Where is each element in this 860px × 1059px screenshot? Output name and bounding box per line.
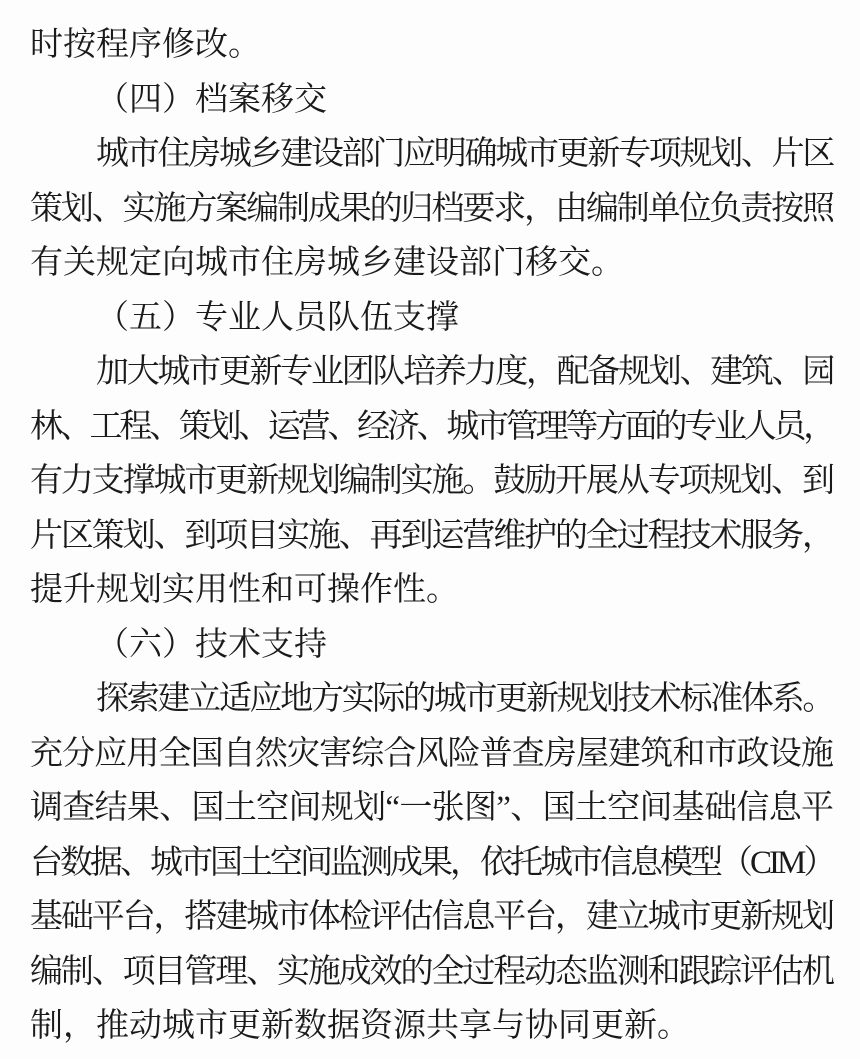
text-line: 基础平台，搭建城市体检评估信息平台，建立城市更新规划	[30, 899, 833, 935]
text-line: 提升规划实用性和可操作性。	[30, 572, 459, 608]
text-line: 有关规定向城市住房城乡建设部门移交。	[30, 245, 624, 281]
body-paragraph	[30, 127, 833, 291]
text-line: 城市住房城乡建设部门应明确城市更新专项规划、片区	[96, 136, 834, 172]
body-paragraph	[30, 18, 833, 73]
text-line: 片区策划、到项目实施、再到运营维护的全过程技术服务，	[30, 517, 833, 554]
text-line: 调查结果、国土空间规划“一张图”、国土空间基础信息平	[30, 790, 834, 826]
text-line: 探索建立适应地方实际的城市更新规划技术标准体系。	[96, 681, 834, 717]
section-heading	[30, 73, 833, 128]
section-heading	[30, 291, 833, 346]
text-line: 有力支撑城市更新规划编制实施。鼓励开展从专项规划、到	[30, 463, 833, 499]
body-paragraph	[30, 345, 833, 618]
text-line: 台数据、城市国土空间监测成果，依托城市信息模型（CIM）	[30, 844, 834, 881]
document-text-block	[30, 18, 833, 1054]
body-paragraph	[30, 672, 833, 1054]
text-line: 充分应用全国自然灾害综合风险普查房屋建筑和市政设施	[30, 735, 834, 772]
text-line: 林、工程、策划、运营、经济、城市管理等方面的专业人员，	[30, 408, 833, 445]
text-line: 制，推动城市更新数据资源共享与协同更新。	[30, 1008, 690, 1044]
text-line: 加大城市更新专业团队培养力度，配备规划、建筑、园	[96, 354, 834, 390]
text-line: （五）专业人员队伍支撑	[96, 299, 459, 336]
text-line: （四）档案移交	[96, 81, 327, 118]
section-heading	[30, 618, 833, 673]
text-line: 时按程序修改。	[30, 27, 261, 63]
text-line: （六）技术支持	[96, 626, 327, 663]
text-line: 策划、实施方案编制成果的归档要求，由编制单位负责按照	[30, 190, 833, 227]
text-line: 编制、项目管理、实施成效的全过程动态监测和跟踪评估机	[30, 953, 833, 990]
